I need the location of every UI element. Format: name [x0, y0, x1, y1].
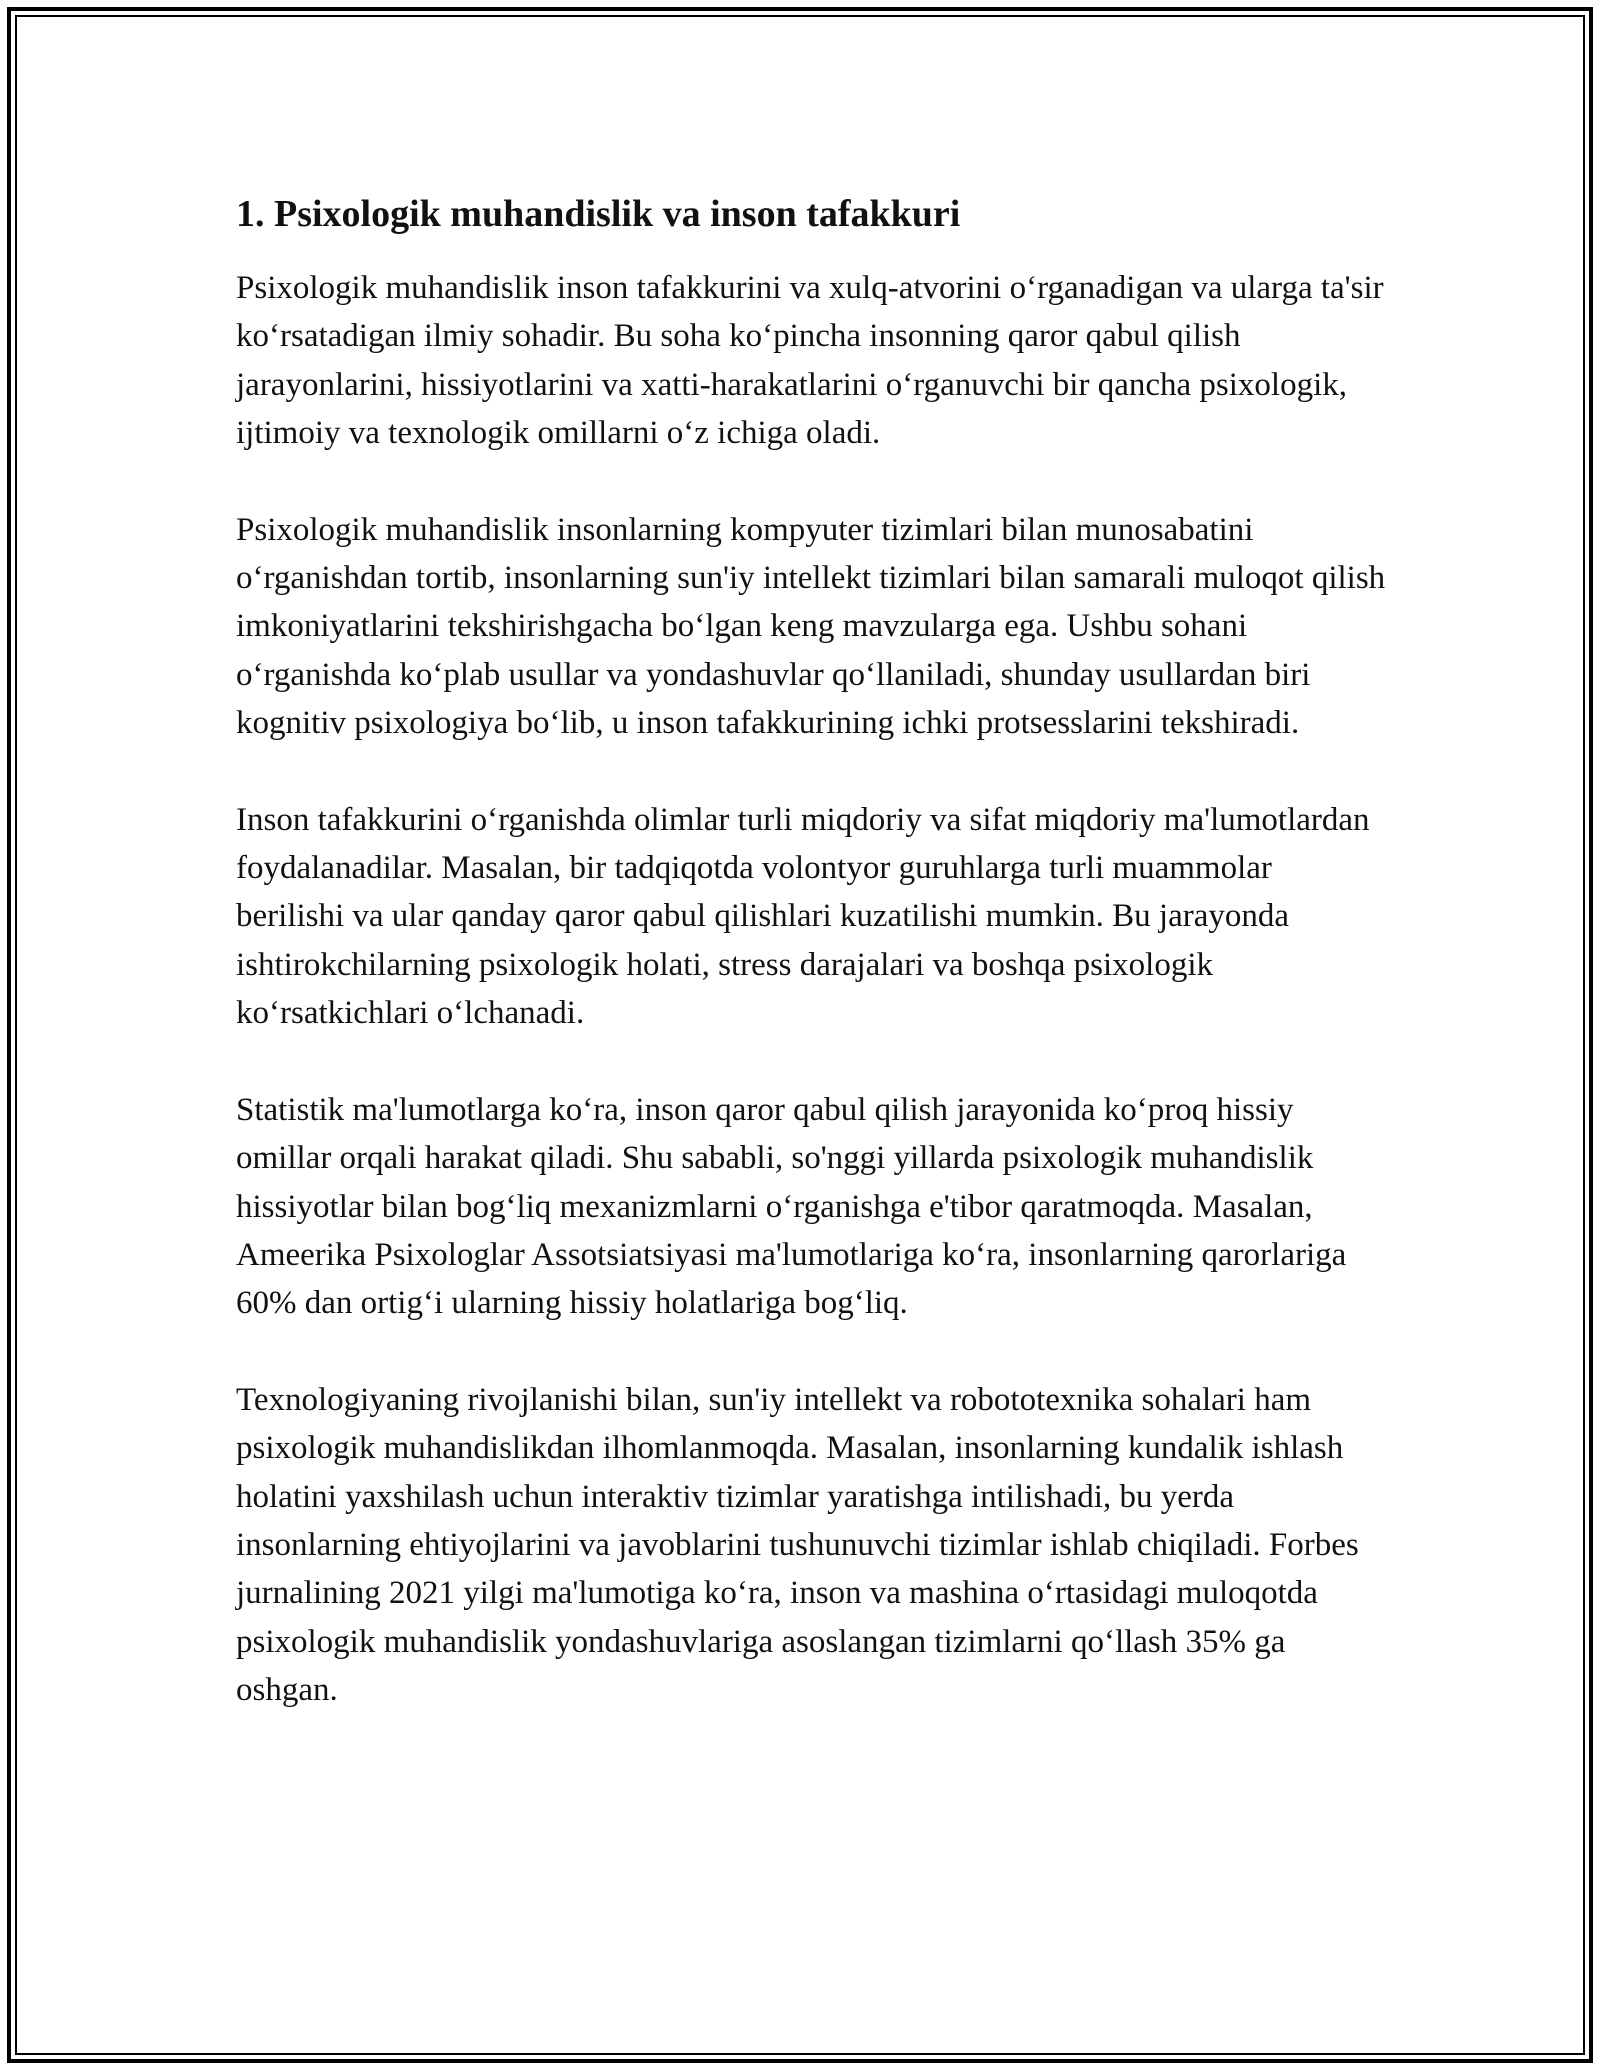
- paragraph-2: Psixologik muhandislik insonlarning kompyuter tizimlari bilan munosabatini o‘rganishdan tortib, insonlarning sun'iy intellekt tizimlari bilan samarali muloqot qilish imkoniyatlarini tekshirishgacha bo‘lgan keng mavzularga ega. Ushbu sohani o‘rganishda ko‘plab usullar va yondashuvlar qo‘llaniladi, shunday usullardan biri kognitiv psixologiya bo‘lib, u inson tafakkurining ichki protsesslarini tekshiradi.: [236, 511, 1386, 742]
- paragraph-3: Inson tafakkurini o‘rganishda olimlar turli miqdoriy va sifat miqdoriy ma'lumotlardan foydalanadilar. Masalan, bir tadqiqotda volontyor guruhlarga turli muammolar berilishi va ular qanday qaror qabul qilishlari kuzatilishi mumkin. Bu jarayonda ishtirokchilarning psixologik holati, stress darajalari va boshqa psixologik ko‘rsatkichlari o‘lchanadi.: [236, 801, 1370, 1032]
- document-body: [236, 188, 1386, 1763]
- paragraph-1: Psixologik muhandislik inson tafakkurini va xulq-atvorini o‘rganadigan va ularga ta'sir ko‘rsatadigan ilmiy sohadir. Bu soha ko‘pincha insonning qaror qabul qilish jarayonlarini, hissiyotlarini va xatti-harakatlarini o‘rganuvchi bir qancha psixologik, ijtimoiy va texnologik omillarni o‘z ichiga oladi.: [236, 270, 1384, 452]
- section-title: 1. Psixologik muhandislik va inson tafakkuri: [236, 193, 961, 235]
- paragraph-5: Texnologiyaning rivojlanishi bilan, sun'iy intellekt va robototexnika sohalari ham psixologik muhandislikdan ilhomlanmoqda. Masalan, insonlarning kundalik ishlash holatini yaxshilash uchun interaktiv tizimlar yaratishga intilishadi, bu yerda insonlarning ehtiyojlarini va javoblarini tushunuvchi tizimlar ishlab chiqiladi. Forbes jurnalining 2021 yilgi ma'lumotiga ko‘ra, inson va mashina o‘rtasidagi muloqotda psixologik muhandislik yondashuvlariga asoslangan tizimlarni qo‘llash 35% ga oshgan.: [236, 1381, 1359, 1709]
- paragraph-4: Statistik ma'lumotlarga ko‘ra, inson qaror qabul qilish jarayonida ko‘proq hissiy omillar orqali harakat qiladi. Shu sababli, so'nggi yillarda psixologik muhandislik hissiyotlar bilan bog‘liq mexanizmlarni o‘rganishga e'tibor qaratmoqda. Masalan, Ameerika Psixologlar Assotsiatsiyasi ma'lumotlariga ko‘ra, insonlarning qarorlariga 60% dan ortig‘i ularning hissiy holatlariga bog‘liq.: [236, 1091, 1347, 1322]
